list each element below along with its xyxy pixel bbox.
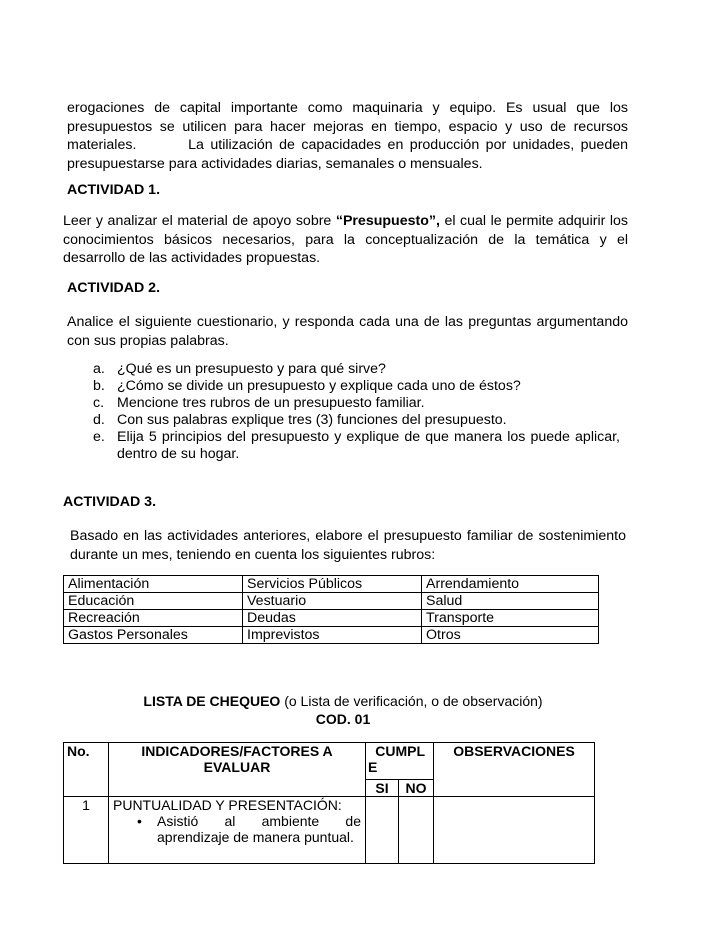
- actividad-1-text-before: Leer y analizar el material de apoyo sobre: [63, 213, 336, 229]
- question-text: ¿Cómo se divide un presupuesto y explique cada uno de éstos?: [117, 378, 521, 394]
- question-text: Con sus palabras explique tres (3) funciones del presupuesto.: [117, 412, 507, 428]
- table-cell: Servicios Públicos: [243, 576, 422, 593]
- table-cell: Alimentación: [64, 576, 243, 593]
- list-item: • Asistió al ambiente de aprendizaje de manera puntual.: [113, 813, 361, 845]
- table-cell: Transporte: [422, 610, 599, 627]
- table-cell: Arrendamiento: [422, 576, 599, 593]
- header-cumple-b: E: [368, 759, 378, 775]
- list-item: [67, 378, 620, 395]
- list-marker: d.: [93, 412, 105, 428]
- actividad-1-text-bold: “Presupuesto”,: [335, 213, 440, 229]
- header-no-col: NO: [399, 780, 434, 797]
- intro-line: presupuestarse para actividades diarias, semanales o mensuales.: [67, 155, 483, 172]
- question-text: Elija 5 principios del presupuesto y explique de que manera los puede aplicar, dentro de su hogar.: [117, 429, 620, 462]
- rubros-table: [63, 575, 599, 644]
- list-item: [67, 361, 620, 378]
- intro-line: erogaciones de capital importante como maquinaria y equipo. Es usual que los: [67, 100, 628, 116]
- checklist-title-bold: LISTA DE CHEQUEO: [143, 693, 281, 709]
- actividad-1-heading: ACTIVIDAD 1.: [67, 182, 161, 198]
- table-cell: Imprevistos: [243, 627, 422, 644]
- intro-paragraph: [67, 99, 628, 173]
- table-cell: Vestuario: [243, 593, 422, 610]
- list-marker: c.: [93, 395, 105, 411]
- list-item: [67, 412, 620, 429]
- header-si: SI: [366, 780, 399, 797]
- header-cumple: [366, 743, 434, 780]
- table-row: [64, 797, 595, 864]
- header-indicadores: INDICADORES/FACTORES A EVALUAR: [109, 743, 366, 797]
- table-cell: Otros: [422, 627, 599, 644]
- list-item: [67, 429, 620, 463]
- actividad-3-heading: ACTIVIDAD 3.: [63, 494, 157, 510]
- header-no: No.: [64, 743, 109, 797]
- table-cell: Deudas: [243, 610, 422, 627]
- si-cell: [366, 797, 399, 864]
- row-number: 1: [64, 797, 109, 864]
- list-marker: b.: [93, 378, 105, 394]
- actividad-1-text: [63, 212, 628, 268]
- question-text: Mencione tres rubros de un presupuesto familiar.: [117, 395, 425, 411]
- no-cell: [399, 797, 434, 864]
- table-cell: Recreación: [64, 610, 243, 627]
- table-row: [64, 610, 599, 627]
- actividad-2-instructions: Analice el siguiente cuestionario, y responda cada una de las preguntas argumentando con sus propias palabras.: [67, 314, 628, 349]
- actividad-1-text-after: el cual le permite adquirir los conocimientos básicos necesarios, para la conceptualización de la temática y el desarrollo de las actividades propuestas.: [63, 213, 628, 266]
- checklist-title: [63, 693, 623, 709]
- question-list: [67, 361, 620, 463]
- actividad-2-heading: ACTIVIDAD 2.: [67, 280, 161, 296]
- checklist-code: COD. 01: [315, 711, 371, 727]
- table-cell: Gastos Personales: [64, 627, 243, 644]
- row-bullet-list: [113, 813, 361, 845]
- table-row: [64, 576, 599, 593]
- intro-line: materiales. La utilización de capacidades en producción por unidades, pueden: [67, 137, 628, 153]
- row-indicador: [109, 797, 366, 864]
- table-header-row: [64, 743, 595, 780]
- question-text: ¿Qué es un presupuesto y para qué sirve?: [117, 361, 386, 377]
- row-title: PUNTUALIDAD Y PRESENTACIÓN:: [113, 797, 342, 813]
- table-row: [64, 593, 599, 610]
- checklist-title-rest: (o Lista de verificación, o de observación): [280, 693, 543, 709]
- header-cumple-a: CUMPL: [375, 743, 425, 759]
- checklist-table: [63, 742, 595, 864]
- table-cell: Educación: [64, 593, 243, 610]
- list-marker: e.: [93, 429, 105, 445]
- list-marker: a.: [93, 361, 105, 377]
- list-item: [67, 395, 620, 412]
- actividad-3-instructions: Basado en las actividades anteriores, elabore el presupuesto familiar de sostenimiento durante un mes, teniendo en cuenta los siguientes rubros:: [70, 528, 626, 563]
- header-observaciones: OBSERVACIONES: [434, 743, 595, 797]
- observaciones-cell: [434, 797, 595, 864]
- intro-line: presupuestos se utilicen para hacer mejoras en tiempo, espacio y uso de recursos: [67, 118, 628, 135]
- table-row: [64, 627, 599, 644]
- table-cell: Salud: [422, 593, 599, 610]
